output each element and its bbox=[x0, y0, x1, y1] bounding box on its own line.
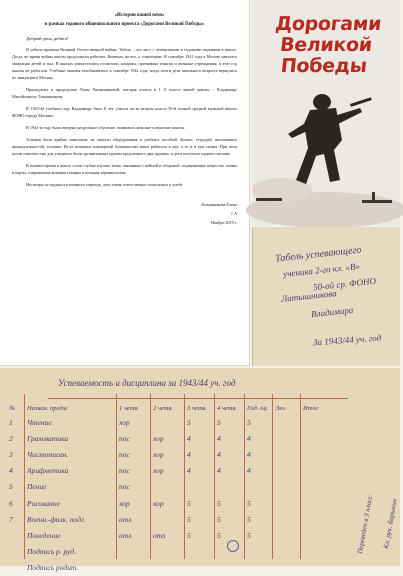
column-header: № bbox=[9, 404, 16, 412]
letter-greeting: Добрый день, ребята! bbox=[26, 36, 69, 41]
table-cell: хор bbox=[153, 498, 164, 508]
card-rule bbox=[48, 398, 348, 399]
table-cell bbox=[6, 527, 24, 543]
table-cell: 4 bbox=[247, 433, 251, 443]
letter-subtitle: в рамках годового общешкольного проекта «Дорогами Великой Победы» bbox=[44, 22, 205, 27]
report-card bbox=[0, 368, 400, 573]
table-cell bbox=[272, 544, 300, 560]
table-cell: 4 bbox=[247, 449, 251, 459]
table-cell: 4 bbox=[187, 433, 191, 443]
envelope-line: За 1943/44 уч. год bbox=[312, 332, 382, 348]
table-cell: Военн.-физк. подг. bbox=[27, 514, 86, 524]
envelope-line: Латышникова bbox=[280, 288, 338, 304]
column-header: Назван. предм. bbox=[27, 404, 69, 412]
table-row bbox=[6, 479, 328, 495]
table-cell: 5 bbox=[247, 498, 251, 508]
table-cell bbox=[300, 560, 328, 576]
table-cell bbox=[184, 479, 214, 495]
table-cell bbox=[150, 544, 184, 560]
table-cell: 5 bbox=[247, 417, 251, 427]
table-row bbox=[6, 446, 328, 462]
cover-title-line: Победы bbox=[279, 55, 368, 77]
letter-signature bbox=[12, 200, 237, 227]
table-row bbox=[6, 527, 328, 543]
table-cell bbox=[244, 479, 272, 495]
table-row bbox=[6, 463, 328, 479]
column-header: Экз. bbox=[275, 404, 287, 412]
table-cell bbox=[300, 527, 328, 543]
table-cell bbox=[150, 560, 184, 576]
table-cell: 4 bbox=[9, 466, 13, 476]
grades-table bbox=[6, 402, 328, 576]
table-cell: Подпись р. руд. bbox=[27, 547, 77, 557]
table-cell bbox=[272, 479, 300, 495]
table-row bbox=[6, 511, 328, 527]
table-cell: 4 bbox=[187, 466, 191, 476]
table-cell: Арифметика bbox=[27, 466, 69, 476]
table-cell: Рисование bbox=[27, 498, 60, 508]
cover-title bbox=[249, 14, 403, 77]
table-cell bbox=[150, 479, 184, 495]
table-cell: хор bbox=[153, 466, 164, 476]
letter-paragraph: В военное время в школе стали глубже изучать темы, связанные с войной и обороной: отравляющие вещества, планы и карты, современная военная техника и военная терминология. bbox=[12, 162, 237, 175]
table-cell: пос bbox=[119, 482, 130, 492]
table-cell: 4 bbox=[247, 466, 251, 476]
table-cell bbox=[244, 560, 272, 576]
table-cell bbox=[272, 446, 300, 462]
table-cell: 5 bbox=[217, 514, 221, 524]
table-cell bbox=[300, 544, 328, 560]
report-envelope bbox=[252, 227, 400, 366]
table-cell: отл bbox=[119, 514, 132, 524]
letter-paragraph: В 1943/44 учебном году Владимиру было 8 лет, учился он во втором классе 50-й полной средней мужской школы ФОНО города Москвы. bbox=[12, 105, 237, 119]
book-cover bbox=[252, 0, 400, 225]
table-cell: 5 bbox=[187, 514, 191, 524]
signature-date: Ноябрь 2019 г. bbox=[211, 219, 237, 225]
table-cell bbox=[6, 560, 24, 576]
table-cell bbox=[272, 511, 300, 527]
table-cell: пос bbox=[119, 433, 130, 443]
table-header-row bbox=[6, 402, 328, 414]
table-cell bbox=[150, 414, 184, 430]
table-cell: Грамматика bbox=[27, 433, 69, 443]
table-cell bbox=[300, 414, 328, 430]
column-header: 1 четв. bbox=[119, 404, 139, 412]
table-cell bbox=[214, 560, 244, 576]
table-cell: 5 bbox=[9, 482, 13, 492]
table-cell: Подпись родит. bbox=[27, 563, 79, 573]
envelope-line: ученика 2-го кл. «В» bbox=[282, 260, 361, 280]
table-cell: 4 bbox=[217, 433, 221, 443]
letter-paragraph: Условия были крайне тяжелыми: не хватало оборудования и учебных пособий, бумаги, тетрадей, письменных принадлежностей, топлива. Из-за нехватки помещений большинство школ работало в две, а то и в три смены. При этом почти повсеместно для учащихся были организованы группы продленного дня, кружки, и дети получали горячее питание. bbox=[12, 136, 237, 156]
table-cell: хор bbox=[119, 498, 130, 508]
soldier-illustration bbox=[252, 80, 400, 225]
table-cell: 1 bbox=[9, 417, 13, 427]
table-cell: хор bbox=[119, 417, 130, 427]
envelope-line: Табель успевающего bbox=[274, 244, 362, 265]
letter-paragraph: Я забыла времени Великой Отечественной войны. Табель – это лист с четвертными и годовыми оценками в школе. Да-да, во время войны школы продолжали работать. Конечно, не все, к сожалению. В сентябре 1941 года в Москве началась эвакуация детей и тыл. В школах разместились госпитали, казармы, призывные пункты и военные учреждения; в этот год школы не работали. Учебные занятия возобновились в сентябре 1942 года, когда почти дети школьного возраста вернулись из эвакуации в Москву. bbox=[12, 46, 237, 81]
table-cell: 5 bbox=[217, 498, 221, 508]
table-cell bbox=[272, 495, 300, 511]
letter-paragraph: Принадлежу я прадедушке Лены Латышниковой, которая учится в 1 А классе вашей школы, - Владимиру Михайловичу Латышникову. bbox=[12, 87, 237, 100]
envelope-line: 50-ой ср. ФОНО bbox=[312, 275, 377, 293]
cover-title-line: Великой bbox=[279, 34, 374, 56]
table-cell: Чтение bbox=[27, 417, 52, 427]
table-cell: отл bbox=[153, 530, 166, 540]
table-cell bbox=[272, 527, 300, 543]
table-cell bbox=[300, 446, 328, 462]
table-cell: 4 bbox=[217, 449, 221, 459]
table-row bbox=[6, 495, 328, 511]
table-cell bbox=[300, 495, 328, 511]
table-cell: хор bbox=[153, 449, 164, 459]
table-cell: 4 bbox=[187, 449, 191, 459]
letter-page bbox=[0, 0, 250, 366]
table-cell: хор bbox=[153, 433, 164, 443]
table-cell: 5 bbox=[187, 417, 191, 427]
table-cell: пос bbox=[119, 466, 130, 476]
table-cell bbox=[300, 463, 328, 479]
table-cell: отл bbox=[119, 530, 132, 540]
table-cell: 5 bbox=[187, 530, 191, 540]
table-cell: 6 bbox=[9, 498, 13, 508]
table-row bbox=[6, 414, 328, 430]
signature-name: Латышникова Елена bbox=[200, 201, 237, 207]
table-cell bbox=[116, 544, 150, 560]
table-cell bbox=[272, 414, 300, 430]
table-cell: 5 bbox=[217, 417, 221, 427]
table-cell bbox=[116, 560, 150, 576]
table-cell bbox=[6, 544, 24, 560]
card-vertical-note: Кл. рук. Барыкин bbox=[382, 498, 399, 550]
table-cell bbox=[300, 430, 328, 446]
column-header: 2 четв. bbox=[153, 404, 173, 412]
table-cell: 5 bbox=[247, 514, 251, 524]
table-cell: пос bbox=[119, 449, 130, 459]
table-cell: 5 bbox=[187, 498, 191, 508]
table-cell: 4 bbox=[217, 466, 221, 476]
table-cell: 7 bbox=[9, 514, 13, 524]
column-header: Итог bbox=[303, 404, 319, 412]
table-row bbox=[6, 544, 328, 560]
card-heading: Успеваемость и дисциплина за 1943/44 уч. год bbox=[58, 378, 236, 388]
table-cell bbox=[214, 479, 244, 495]
table-cell bbox=[272, 560, 300, 576]
table-cell: Поведение bbox=[27, 530, 61, 540]
column-header: 4 четв. bbox=[217, 404, 237, 412]
table-cell bbox=[184, 560, 214, 576]
table-cell bbox=[300, 479, 328, 495]
table-cell bbox=[150, 511, 184, 527]
envelope-line: Владимира bbox=[310, 304, 354, 320]
card-vertical-note: Переведен в 3 класс bbox=[356, 494, 375, 555]
column-header: 3 четв. bbox=[187, 404, 207, 412]
table-cell: 5 bbox=[217, 530, 221, 540]
table-row bbox=[6, 430, 328, 446]
table-cell: 2 bbox=[9, 433, 13, 443]
signature-class: 1 А bbox=[230, 210, 237, 216]
table-cell: Чистописан. bbox=[27, 449, 69, 459]
table-cell bbox=[184, 544, 214, 560]
table-row bbox=[6, 560, 328, 576]
table-cell bbox=[272, 430, 300, 446]
table-cell: Пение bbox=[27, 482, 47, 492]
letter-paragraph: Несмотря на трудности военного периода, дети очень ответственно относились к учебе. bbox=[26, 181, 184, 187]
table-cell: 3 bbox=[9, 449, 13, 459]
letter-title: «Истории нашей вехи» bbox=[114, 13, 165, 18]
letter-paragraph: В 1943-м году было введено раздельное обучение, появились женские и мужские школы. bbox=[26, 124, 186, 130]
stamp-mark bbox=[227, 540, 239, 552]
table-cell bbox=[300, 511, 328, 527]
table-cell: 5 bbox=[247, 530, 251, 540]
table-cell bbox=[272, 463, 300, 479]
column-header: Год. оц. bbox=[247, 404, 269, 412]
cover-title-line: Дорогами bbox=[274, 13, 383, 35]
table-cell bbox=[244, 544, 272, 560]
